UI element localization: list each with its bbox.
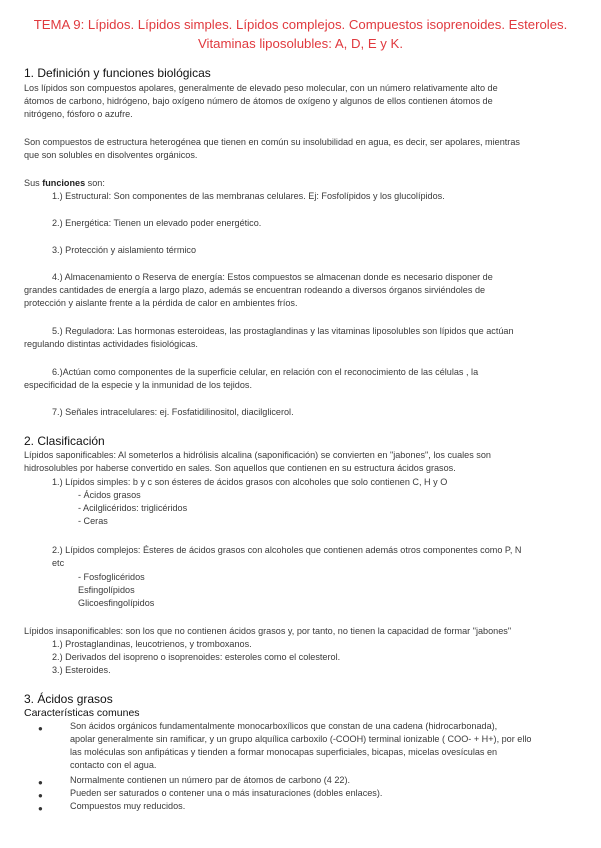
bullet: ● — [38, 791, 43, 800]
list-item: 2.) Derivados del isopreno o isoprenoides: esteroles como el colesterol. — [52, 652, 341, 662]
feature-3: Pueden ser saturados o contener una o más insaturaciones (dobles enlaces). — [70, 788, 383, 798]
s1-paragraph-1 — [24, 82, 580, 121]
insaponifiable-paragraph: Lípidos insaponificables: son los que no contienen ácidos grasos y, por tanto, no tienen la capacidad de formar "jabones" — [24, 626, 512, 636]
document-title-line-2: Vitaminas liposolubles: A, D, E y K. — [198, 36, 403, 51]
feature-2: Normalmente contienen un número par de átomos de carbono (4 22). — [70, 775, 351, 785]
line: que son solubles en disolventes orgánicos. — [24, 150, 198, 160]
line: grandes cantidades de energía a largo plazo, además se encuentran rodeando a diversos órganos sirviéndoles de — [24, 285, 486, 295]
saponifiable-paragraph — [24, 449, 580, 475]
simple-lipids-list — [78, 489, 578, 528]
list-item: - Ácidos grasos — [78, 490, 141, 500]
function-1: 1.) Estructural: Son componentes de las membranas celulares. Ej: Fosfolípidos y los glucolípidos. — [52, 191, 445, 201]
function-5 — [24, 325, 580, 351]
line: contacto con el agua. — [70, 760, 157, 770]
text: son: — [85, 178, 105, 188]
bold-text: funciones — [42, 178, 86, 188]
line: regulando distintas actividades fisiológicas. — [24, 339, 198, 349]
line: etc — [52, 558, 65, 568]
line: 4.) Almacenamiento o Reserva de energía: Estos compuestos se almacenan donde es necesario disponer de — [52, 272, 493, 282]
function-2: 2.) Energética: Tienen un elevado poder energético. — [52, 218, 262, 228]
function-4 — [24, 271, 580, 310]
list-item: - Acilglicéridos: triglicéridos — [78, 503, 188, 513]
line: 6.)Actúan como componentes de la superficie celular, en relación con el reconocimiento de las células , la — [52, 367, 479, 377]
list-item: - Fosfoglicéridos — [78, 572, 145, 582]
list-item: 1.) Prostaglandinas, leucotrienos, y tromboxanos. — [52, 639, 252, 649]
line: las moléculas son anfipáticas y tienden a formar monocapas superficiales, bicapas, micelas ovesículas en — [70, 747, 498, 757]
section-1-heading: 1. Definición y funciones biológicas — [24, 66, 211, 80]
list-item: 3.) Esteroides. — [52, 665, 111, 675]
bullet: ● — [38, 804, 43, 813]
line: 5.) Reguladora: Las hormonas esteroideas, las prostaglandinas y las vitaminas liposolubles son lípidos que actúan — [52, 326, 514, 336]
list-item: Esfingolípidos — [78, 585, 135, 595]
line: Los lípidos son compuestos apolares, generalmente de elevado peso molecular, con un número relativamente alto de — [24, 83, 498, 93]
feature-1 — [70, 720, 582, 772]
line: hidrosolubles por haberse convertido en sales. Son aquellos que contienen en su estructura ácidos grasos. — [24, 463, 456, 473]
function-6 — [24, 366, 580, 392]
document-title-line-1: TEMA 9: Lípidos. Lípidos simples. Lípidos complejos. Compuestos isoprenoides. Esteroles. — [33, 17, 568, 32]
line: Son ácidos orgánicos fundamentalmente monocarboxílicos que constan de una cadena (hidrocarbonada), — [70, 721, 498, 731]
function-7: 7.) Señales intracelulares: ej. Fosfatidilinositol, diacilglicerol. — [52, 407, 294, 417]
section-2-heading: 2. Clasificación — [24, 434, 105, 448]
s1-paragraph-2 — [24, 136, 580, 162]
bullet: ● — [38, 724, 43, 733]
section-3-heading: 3. Ácidos grasos — [24, 692, 113, 706]
functions-intro — [24, 177, 580, 190]
line: Son compuestos de estructura heterogénea que tienen en común su insolubilidad en agua, es decir, ser apolares, mientras — [24, 137, 520, 147]
list-item: - Ceras — [78, 516, 108, 526]
complex-lipids-list — [78, 571, 578, 610]
function-3: 3.) Protección y aislamiento térmico — [52, 245, 197, 255]
line: apolar generalmente sin ramificar, y un grupo alquílica carboxilo (-COOH) terminal ionizable ( COO- + H+), por ello — [70, 734, 532, 744]
line: 2.) Lípidos complejos: Ésteres de ácidos grasos con alcoholes que contienen además otros componentes como P, N — [52, 545, 522, 555]
line: átomos de carbono, hidrógeno, bajo oxígeno número de átomos de oxígeno y algunos de ellos contienen átomos de — [24, 96, 493, 106]
insaponifiable-list — [52, 638, 582, 677]
bullet: ● — [38, 778, 43, 787]
list-item: Glicoesfingolípidos — [78, 598, 155, 608]
complex-lipids-intro — [24, 544, 580, 570]
section-3-subheading: Características comunes — [24, 707, 140, 719]
simple-lipids-intro: 1.) Lípidos simples: b y c son ésteres de ácidos grasos con alcoholes que solo contienen C, H y O — [52, 477, 448, 487]
line: nitrógeno, fósforo o azufre. — [24, 109, 133, 119]
feature-4: Compuestos muy reducidos. — [70, 801, 186, 811]
line: Lípidos saponificables: Al someterlos a hidrólisis alcalina (saponificación) se convierten en "jabones", los cuales son — [24, 450, 491, 460]
text: Sus — [24, 178, 43, 188]
line: protección y aislante frente a la pérdida de calor en ambientes fríos. — [24, 298, 298, 308]
line: especificidad de la especie y la inmunidad de los tejidos. — [24, 380, 252, 390]
